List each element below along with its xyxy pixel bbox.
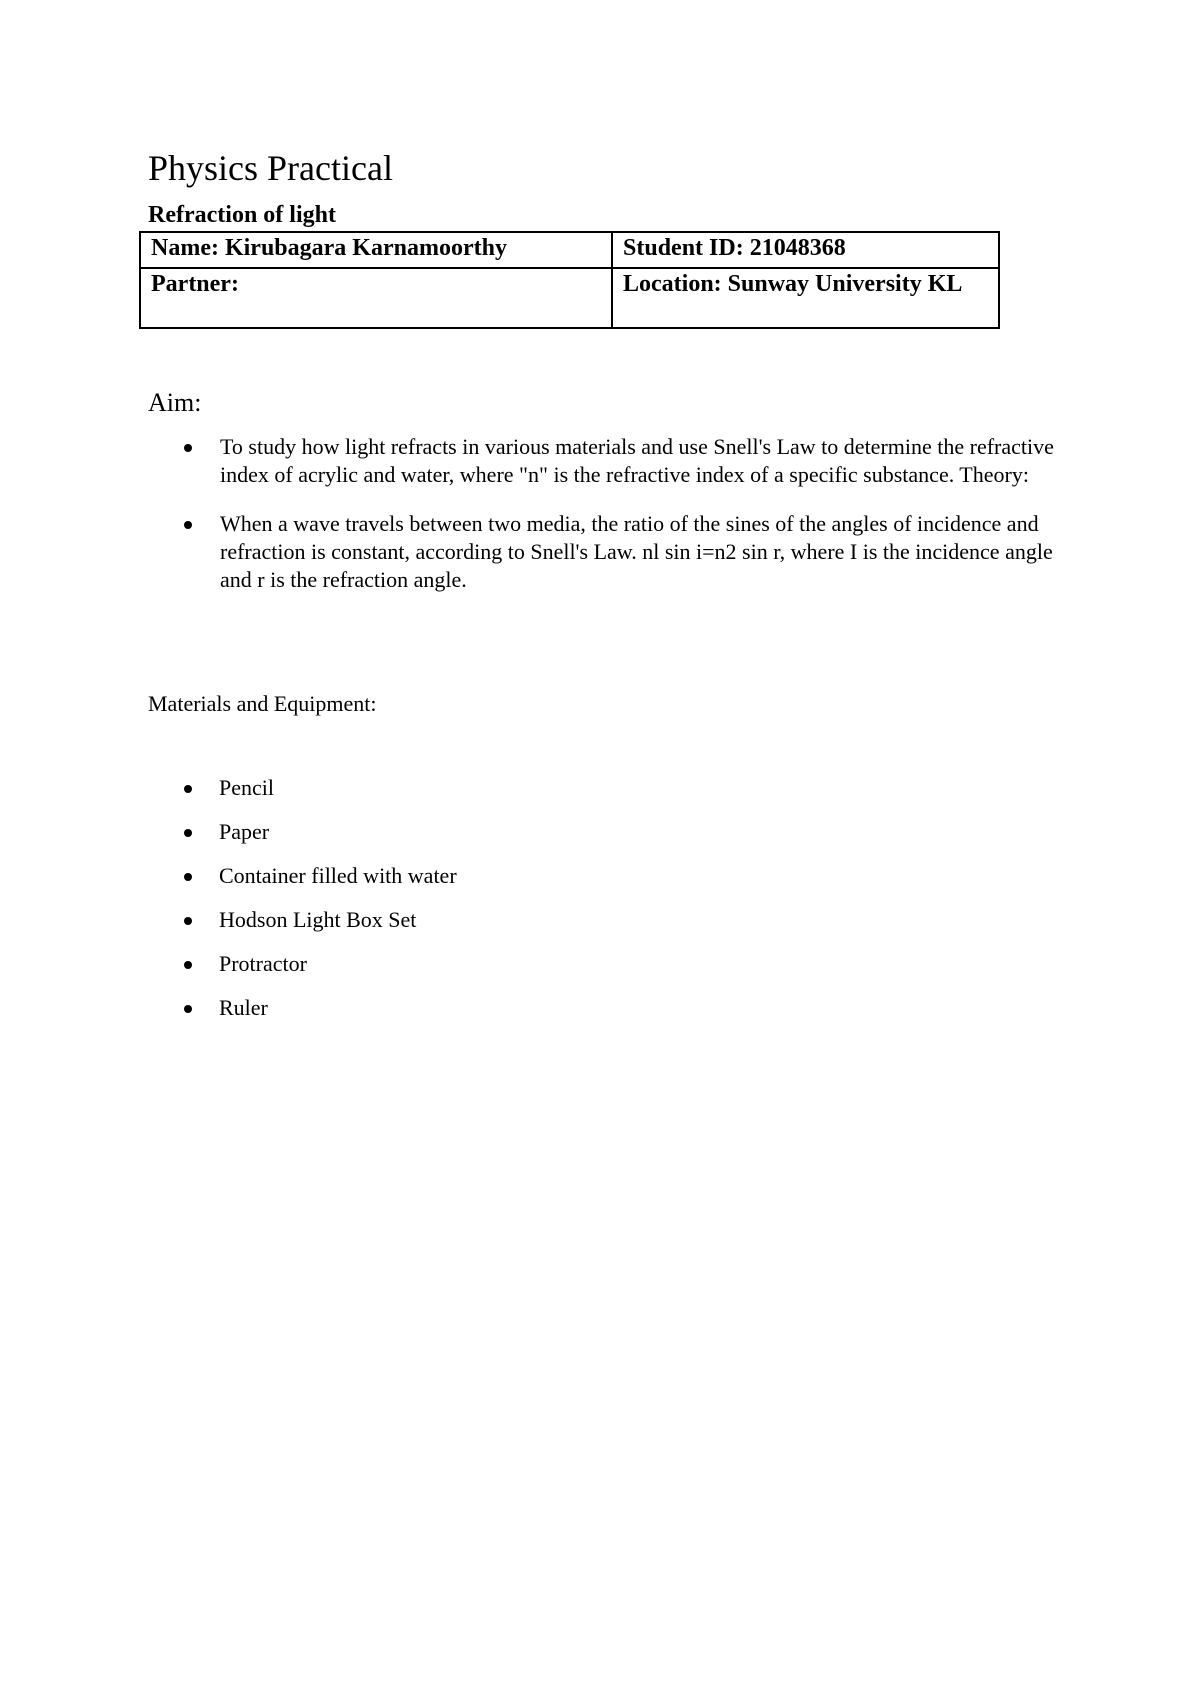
aim-item-text: When a wave travels between two media, the ratio of the sines of the angles of incidence and refraction is constant, according to Snell's Law. nl sin i=n2 sin r, where I is the incidence angle and r is the refraction angle. [220,511,1053,592]
bullet-icon [184,917,192,925]
bullet-icon [184,521,192,529]
bullet-icon [184,785,192,793]
materials-item [148,818,748,862]
document-subtitle: Refraction of light [148,202,336,228]
materials-item-text: Ruler [219,995,268,1020]
materials-item [148,906,748,950]
bullet-icon [184,444,192,452]
aim-item [148,433,1068,489]
bullet-icon [184,873,192,881]
info-row-1 [140,232,999,268]
partner-cell: Partner: [140,268,612,328]
aim-item [148,510,1068,594]
materials-item-text: Pencil [219,775,274,800]
bullet-icon [184,1005,192,1013]
document-title: Physics Practical [148,148,393,188]
student-info-table [139,231,1000,329]
materials-item-text: Hodson Light Box Set [219,907,417,932]
student-id-cell: Student ID: 21048368 [612,232,999,268]
aim-item-text: To study how light refracts in various materials and use Snell's Law to determine the refractive index of acrylic and water, where "n" is the refractive index of a specific substance. Theory: [220,434,1054,487]
materials-item [148,774,748,818]
materials-list [148,774,748,1038]
materials-item-text: Container filled with water [219,863,457,888]
materials-item-text: Protractor [219,951,307,976]
location-cell: Location: Sunway University KL [612,268,999,328]
materials-heading: Materials and Equipment: [148,691,377,716]
aim-heading: Aim: [148,388,202,417]
bullet-icon [184,829,192,837]
student-name-cell: Name: Kirubagara Karnamoorthy [140,232,612,268]
materials-item [148,994,748,1038]
materials-item [148,862,748,906]
bullet-icon [184,961,192,969]
materials-item [148,950,748,994]
info-row-2 [140,268,999,328]
materials-item-text: Paper [219,819,270,844]
aim-list [148,433,1068,615]
